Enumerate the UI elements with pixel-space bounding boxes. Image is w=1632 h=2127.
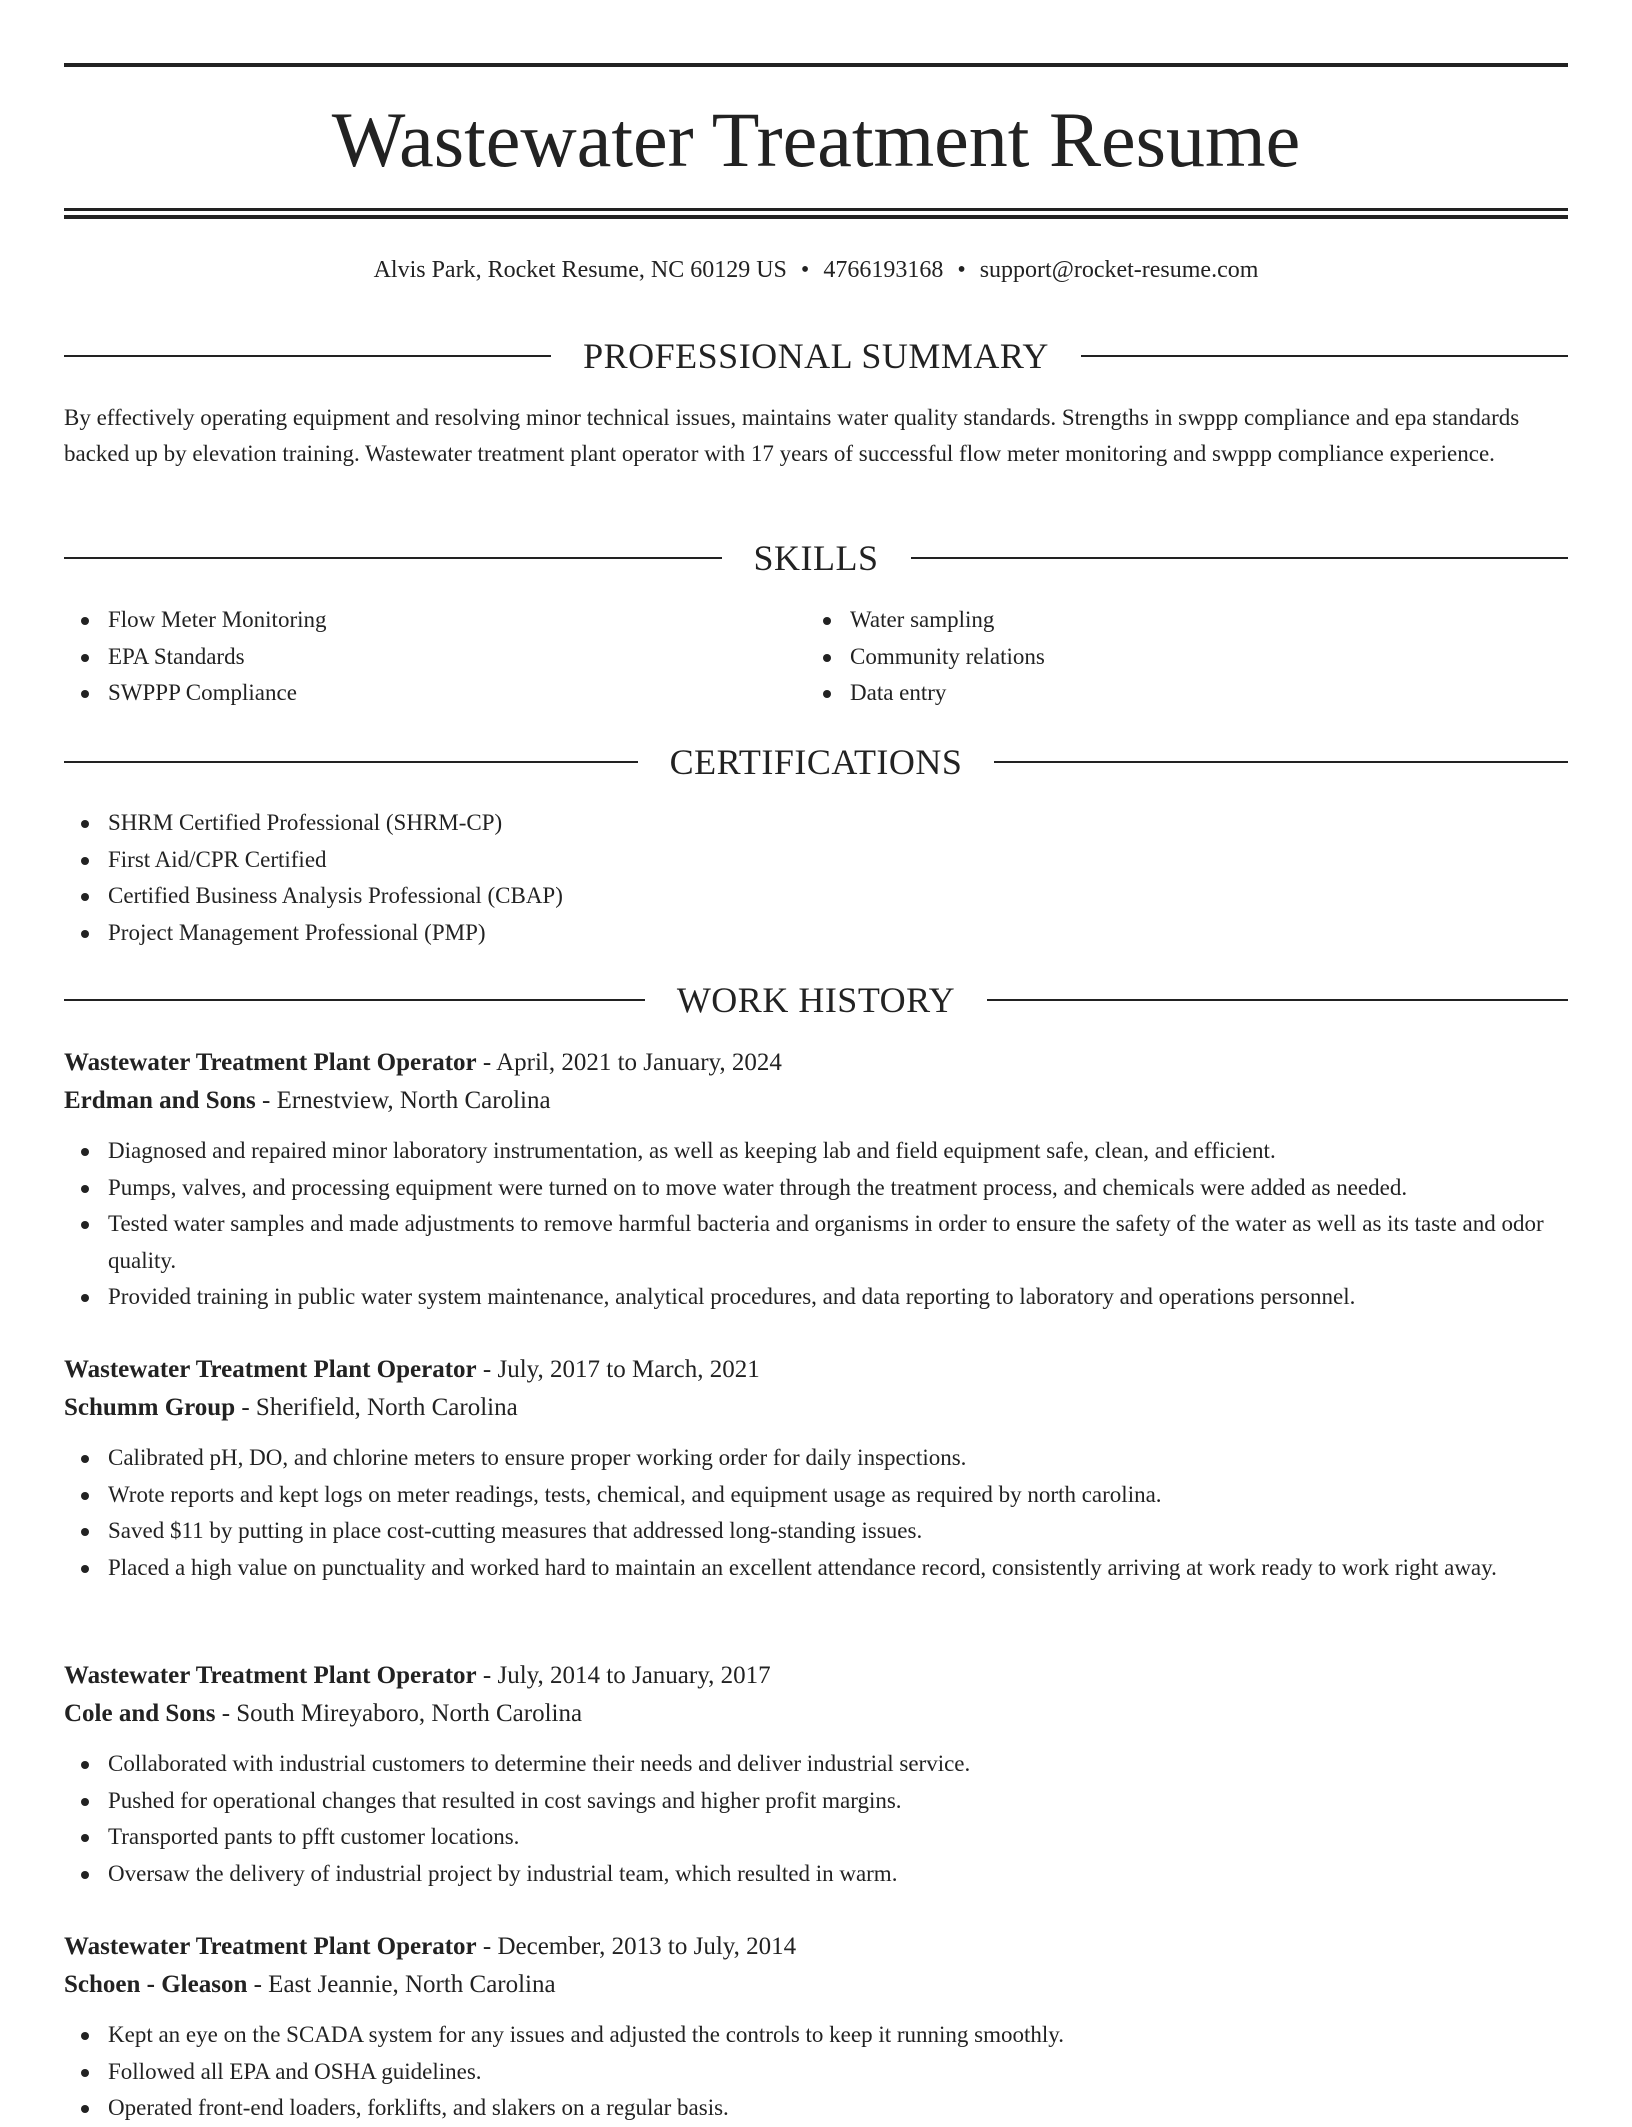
- certification-item: Certified Business Analysis Professional (CBAP): [64, 878, 1568, 915]
- certification-item: SHRM Certified Professional (SHRM-CP): [64, 805, 1568, 842]
- heading-rule: [987, 999, 1568, 1001]
- job-duty-item: Pumps, valves, and processing equipment were turned on to move water through the treatment process, and chemicals were added as needed.: [64, 1170, 1568, 1207]
- skill-item: SWPPP Compliance: [64, 675, 764, 712]
- certification-item: First Aid/CPR Certified: [64, 842, 1568, 879]
- job-dates: - July, 2014 to January, 2017: [476, 1662, 771, 1689]
- job-title: Wastewater Treatment Plant Operator: [64, 1049, 477, 1076]
- job-entry: [64, 1044, 1568, 1316]
- job-duty-item: Provided training in public water system maintenance, analytical procedures, and data reporting to laboratory and operations personnel.: [64, 1279, 1568, 1316]
- skills-column-left: [64, 602, 764, 712]
- job-duty-item: Diagnosed and repaired minor laboratory instrumentation, as well as keeping lab and field equipment safe, clean, and efficient.: [64, 1133, 1568, 1170]
- job-duty-item: Collaborated with industrial customers to determine their needs and deliver industrial service.: [64, 1746, 1568, 1783]
- job-company: Erdman and Sons: [64, 1087, 256, 1114]
- heading-rule: [64, 999, 645, 1001]
- job-duties-list: [64, 1133, 1568, 1316]
- heading-rule: [64, 761, 638, 763]
- certifications-block: [64, 805, 1568, 951]
- certification-item: Project Management Professional (PMP): [64, 915, 1568, 952]
- contact-separator: •: [800, 257, 810, 283]
- contact-separator: •: [957, 257, 966, 283]
- section-title: SKILLS: [753, 538, 879, 578]
- skills-list: [64, 602, 764, 712]
- job-title-line: [64, 1044, 1568, 1082]
- job-dates: - July, 2017 to March, 2021: [476, 1356, 760, 1383]
- section-title: PROFESSIONAL SUMMARY: [583, 336, 1049, 376]
- section-heading-summary: [64, 334, 1568, 378]
- contact-address: Alvis Park, Rocket Resume, NC 60129 US: [373, 257, 787, 283]
- title-rule-lower: [64, 215, 1568, 219]
- job-duties-list: [64, 1746, 1568, 1892]
- job-dates: - April, 2021 to January, 2024: [476, 1049, 782, 1076]
- job-title-line: [64, 1351, 1568, 1389]
- section-title: CERTIFICATIONS: [669, 742, 963, 782]
- job-company: Cole and Sons: [64, 1700, 216, 1727]
- job-duty-item: Oversaw the delivery of industrial project by industrial team, which resulted in warm.: [64, 1856, 1568, 1893]
- job-duties-list: [64, 1440, 1568, 1586]
- section-heading-work-history: [64, 978, 1568, 1022]
- heading-rule: [1081, 355, 1568, 357]
- job-company-line: [64, 1389, 1568, 1427]
- job-company: Schoen - Gleason: [64, 1971, 248, 1998]
- resume-title: Wastewater Treatment Resume: [331, 96, 1301, 183]
- job-duty-item: Transported pants to pfft customer locations.: [64, 1819, 1568, 1856]
- contact-phone: 4766193168: [823, 257, 944, 283]
- section-heading-certifications: [64, 740, 1568, 784]
- job-duty-item: Followed all EPA and OSHA guidelines.: [64, 2054, 1568, 2091]
- job-duty-item: Pushed for operational changes that resulted in cost savings and higher profit margins.: [64, 1783, 1568, 1820]
- job-duty-item: Kept an eye on the SCADA system for any issues and adjusted the controls to keep it running smoothly.: [64, 2017, 1568, 2054]
- job-company-line: [64, 1966, 1568, 2004]
- skill-item: Flow Meter Monitoring: [64, 602, 764, 639]
- job-location: - Sherifield, North Carolina: [235, 1394, 518, 1421]
- job-title: Wastewater Treatment Plant Operator: [64, 1356, 477, 1383]
- job-title-line: [64, 1657, 1568, 1695]
- job-entry: [64, 1657, 1568, 1892]
- top-rule: [64, 63, 1568, 67]
- job-entry: [64, 1928, 1568, 2127]
- job-title-line: [64, 1928, 1568, 1966]
- job-duty-item: Operated front-end loaders, forklifts, and slakers on a regular basis.: [64, 2090, 1568, 2127]
- section-title: WORK HISTORY: [676, 980, 956, 1020]
- skill-item: Community relations: [806, 639, 1506, 676]
- heading-rule: [911, 557, 1569, 559]
- heading-rule: [64, 557, 722, 559]
- job-title: Wastewater Treatment Plant Operator: [64, 1933, 477, 1960]
- skills-column-right: [806, 602, 1506, 712]
- heading-rule: [64, 355, 551, 357]
- heading-rule: [994, 761, 1568, 763]
- job-title: Wastewater Treatment Plant Operator: [64, 1662, 477, 1689]
- job-dates: - December, 2013 to July, 2014: [476, 1933, 797, 1960]
- job-location: - Ernestview, North Carolina: [255, 1087, 551, 1114]
- skill-item: Data entry: [806, 675, 1506, 712]
- job-duty-item: Tested water samples and made adjustments to remove harmful bacteria and organisms in order to ensure the safety of the water as well as its taste and odor quality.: [64, 1206, 1568, 1279]
- skill-item: EPA Standards: [64, 639, 764, 676]
- skill-item: Water sampling: [806, 602, 1506, 639]
- job-location: - South Mireyaboro, North Carolina: [215, 1700, 583, 1727]
- job-company: Schumm Group: [64, 1394, 236, 1421]
- job-duty-item: Saved $11 by putting in place cost-cutting measures that addressed long-standing issues.: [64, 1513, 1568, 1550]
- job-entry: [64, 1351, 1568, 1586]
- job-duty-item: Calibrated pH, DO, and chlorine meters to ensure proper working order for daily inspections.: [64, 1440, 1568, 1477]
- skills-list: [806, 602, 1506, 712]
- summary-text: By effectively operating equipment and resolving minor technical issues, maintains water quality standards. Strengths in swppp compliance and epa standards backed up by elevation training. Wastewater treatment plant operator with 17 years of successful flow meter monitoring and swppp compliance experience.: [64, 405, 1520, 466]
- certifications-list: [64, 805, 1568, 951]
- contact-email: support@rocket-resume.com: [979, 257, 1259, 283]
- job-duties-list: [64, 2017, 1568, 2127]
- job-location: - East Jeannie, North Carolina: [247, 1971, 556, 1998]
- job-company-line: [64, 1082, 1568, 1120]
- title-rule-upper: [64, 208, 1568, 211]
- contact-line: [64, 254, 1568, 286]
- section-heading-skills: [64, 536, 1568, 580]
- job-duty-item: Placed a high value on punctuality and worked hard to maintain an excellent attendance record, consistently arriving at work ready to work right away.: [64, 1550, 1568, 1587]
- job-duty-item: Wrote reports and kept logs on meter readings, tests, chemical, and equipment usage as required by north carolina.: [64, 1477, 1568, 1514]
- job-company-line: [64, 1695, 1568, 1733]
